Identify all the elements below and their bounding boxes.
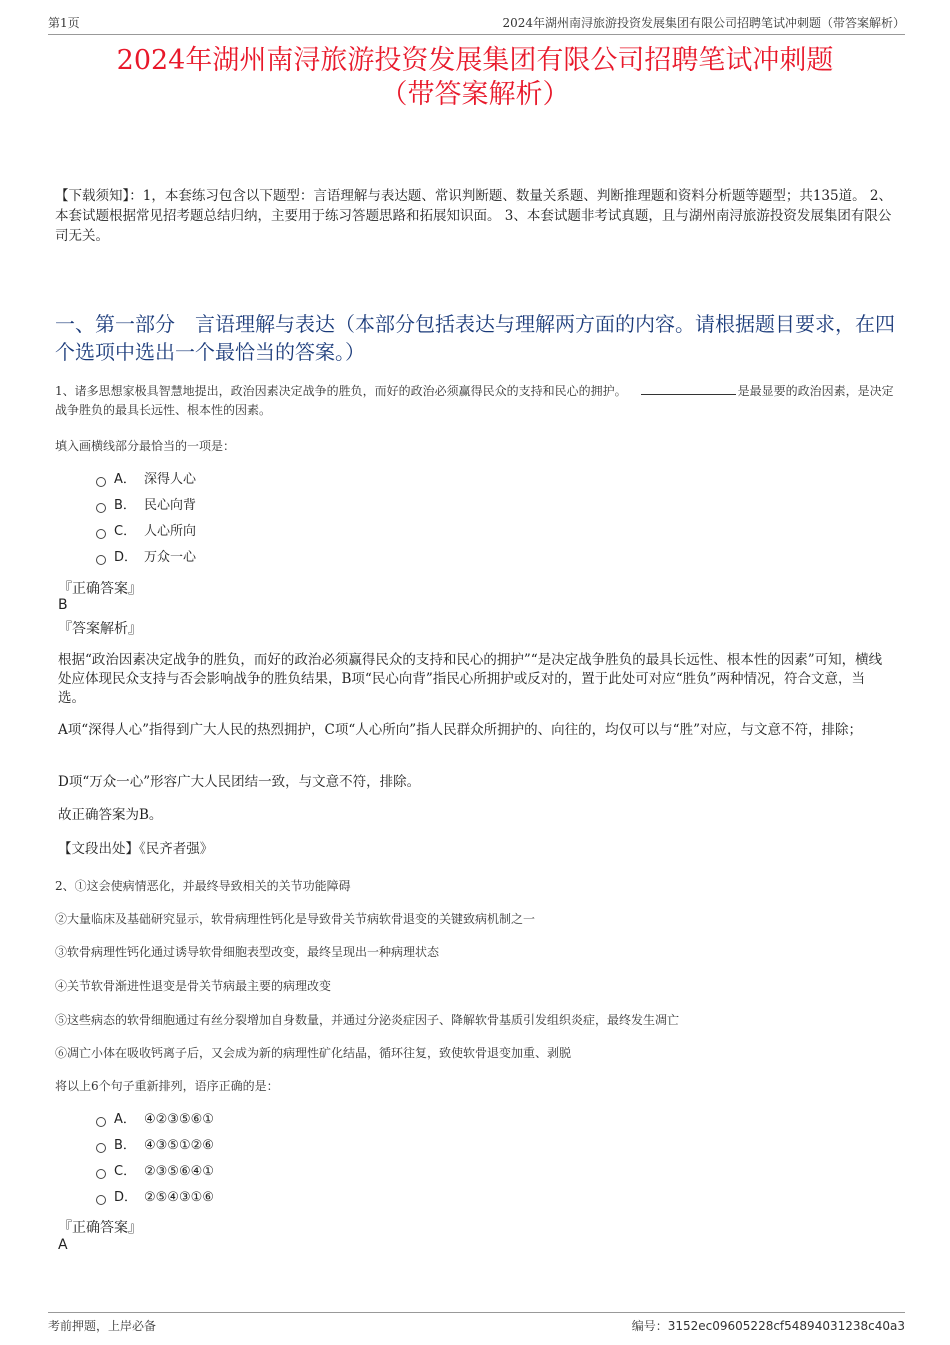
q2-sentence-3: ③软骨病理性钙化通过诱导软骨细胞表型改变，最终呈现出一种病理状态 <box>55 945 440 959</box>
download-notice: 【下载须知】：1，本套练习包含以下题型：言语理解与表达题、常识判断题、数量关系题、判断推理题和资料分析题等题型；共135道。 2、本套试题根据常见招考题总结归纳，主要用于练习答题思路和拓展知识面。 3、本套试题非考试真题，且与湖州南浔旅游投资发展集团有限公司无关。 <box>55 188 892 244</box>
title-line-2: （带答案解析） <box>380 79 570 110</box>
q1-option-a[interactable]: A． 深得人心 <box>96 467 196 493</box>
q2-sentence-4: ④关节软骨渐进性退变是骨关节病最主要的病理改变 <box>55 979 332 993</box>
q1-analysis-para-4: 故正确答案为B。 <box>58 807 163 823</box>
q1-blank <box>641 382 736 395</box>
q1-analysis-label: 『答案解析』 <box>58 621 142 637</box>
q2-sentence-2: ②大量临床及基础研究显示，软骨病理性钙化是导致骨关节病软骨退变的关键致病机制之一 <box>55 912 536 926</box>
q2-sentence-1: 2、①这会使病情恶化，并最终导致相关的关节功能障碍 <box>55 879 351 893</box>
q1-source: 【文段出处】《民齐者强》 <box>58 841 214 857</box>
radio-button[interactable] <box>96 1169 106 1179</box>
q2-answer-label: 『正确答案』 <box>58 1220 142 1236</box>
q1-stem-part1: 1、诸多思想家极具智慧地提出，政治因素决定战争的胜负，而好的政治必须赢得民众的支持和民心的拥护。 <box>55 384 627 398</box>
q2-sentence-6: ⑥凋亡小体在吸收钙离子后，又会成为新的病理性矿化结晶，循环往复，致使软骨退变加重、剥脱 <box>55 1046 572 1060</box>
radio-button[interactable] <box>96 503 106 513</box>
q1-options <box>96 467 196 571</box>
q2-option-c[interactable]: C． ②③⑤⑥④① <box>96 1159 214 1185</box>
question-1-stem <box>55 382 902 420</box>
q1-option-c[interactable]: C． 人心所向 <box>96 519 196 545</box>
q1-option-d[interactable]: D． 万众一心 <box>96 545 196 571</box>
q2-options <box>96 1107 214 1211</box>
q1-prompt: 填入画横线部分最恰当的一项是： <box>55 439 236 453</box>
q2-answer: A <box>58 1237 68 1253</box>
q1-option-b[interactable]: B． 民心向背 <box>96 493 196 519</box>
radio-button[interactable] <box>96 477 106 487</box>
footer-doc-id: 编号：3152ec09605228cf54894031238c40a3 <box>631 1319 905 1333</box>
q2-option-b[interactable]: B． ④③⑤①②⑥ <box>96 1133 214 1159</box>
radio-button[interactable] <box>96 1195 106 1205</box>
q1-answer-label: 『正确答案』 <box>58 581 142 597</box>
q1-answer: B <box>58 597 68 613</box>
q2-prompt: 将以上6个句子重新排列，语序正确的是： <box>55 1079 279 1093</box>
q1-analysis-para-1: 根据“政治因素决定战争的胜负，而好的政治必须赢得民众的支持和民心的拥护”“是决定战争胜负的最具长远性、根本性的因素”可知，横线处应体现民众支持与否会影响战争的胜负结果，B项“民心向背”指民心所拥护或反对的，置于此处可对应“胜负”两种情况，符合文意，当选。 <box>58 652 883 706</box>
section-heading: 一、第一部分 言语理解与表达（本部分包括表达与理解两方面的内容。请根据题目要求，在四个选项中选出一个最恰当的答案。） <box>55 312 895 364</box>
radio-button[interactable] <box>96 1143 106 1153</box>
q1-analysis-para-2: A项“深得人心”指得到广大人民的热烈拥护，C项“人心所向”指人民群众所拥护的、向往的，均仅可以与“胜”对应，与文意不符，排除； <box>58 722 862 738</box>
title-line-1: 2024年湖州南浔旅游投资发展集团有限公司招聘笔试冲刺题 <box>116 45 834 76</box>
page-footer <box>48 1312 905 1337</box>
q1-stem-part2: 是最显要的政治因素，是决定战争胜负的最具长远性、根本性的因素。 <box>55 384 894 417</box>
document-title <box>40 44 910 112</box>
q1-analysis-para-3: D项“万众一心”形容广大人民团结一致，与文意不符，排除。 <box>58 774 421 790</box>
q2-option-a[interactable]: A． ④②③⑤⑥① <box>96 1107 214 1133</box>
radio-button[interactable] <box>96 555 106 565</box>
q2-sentence-5: ⑤这些病态的软骨细胞通过有丝分裂增加自身数量，并通过分泌炎症因子、降解软骨基质引发组织炎症，最终发生凋亡 <box>55 1013 680 1027</box>
q2-option-d[interactable]: D． ②⑤④③①⑥ <box>96 1185 214 1211</box>
page-number: 第1页 <box>48 16 80 30</box>
radio-button[interactable] <box>96 1117 106 1127</box>
page-header <box>48 14 905 35</box>
radio-button[interactable] <box>96 529 106 539</box>
header-doc-title: 2024年湖州南浔旅游投资发展集团有限公司招聘笔试冲刺题（带答案解析） <box>502 16 905 30</box>
footer-slogan: 考前押题，上岸必备 <box>48 1319 157 1333</box>
